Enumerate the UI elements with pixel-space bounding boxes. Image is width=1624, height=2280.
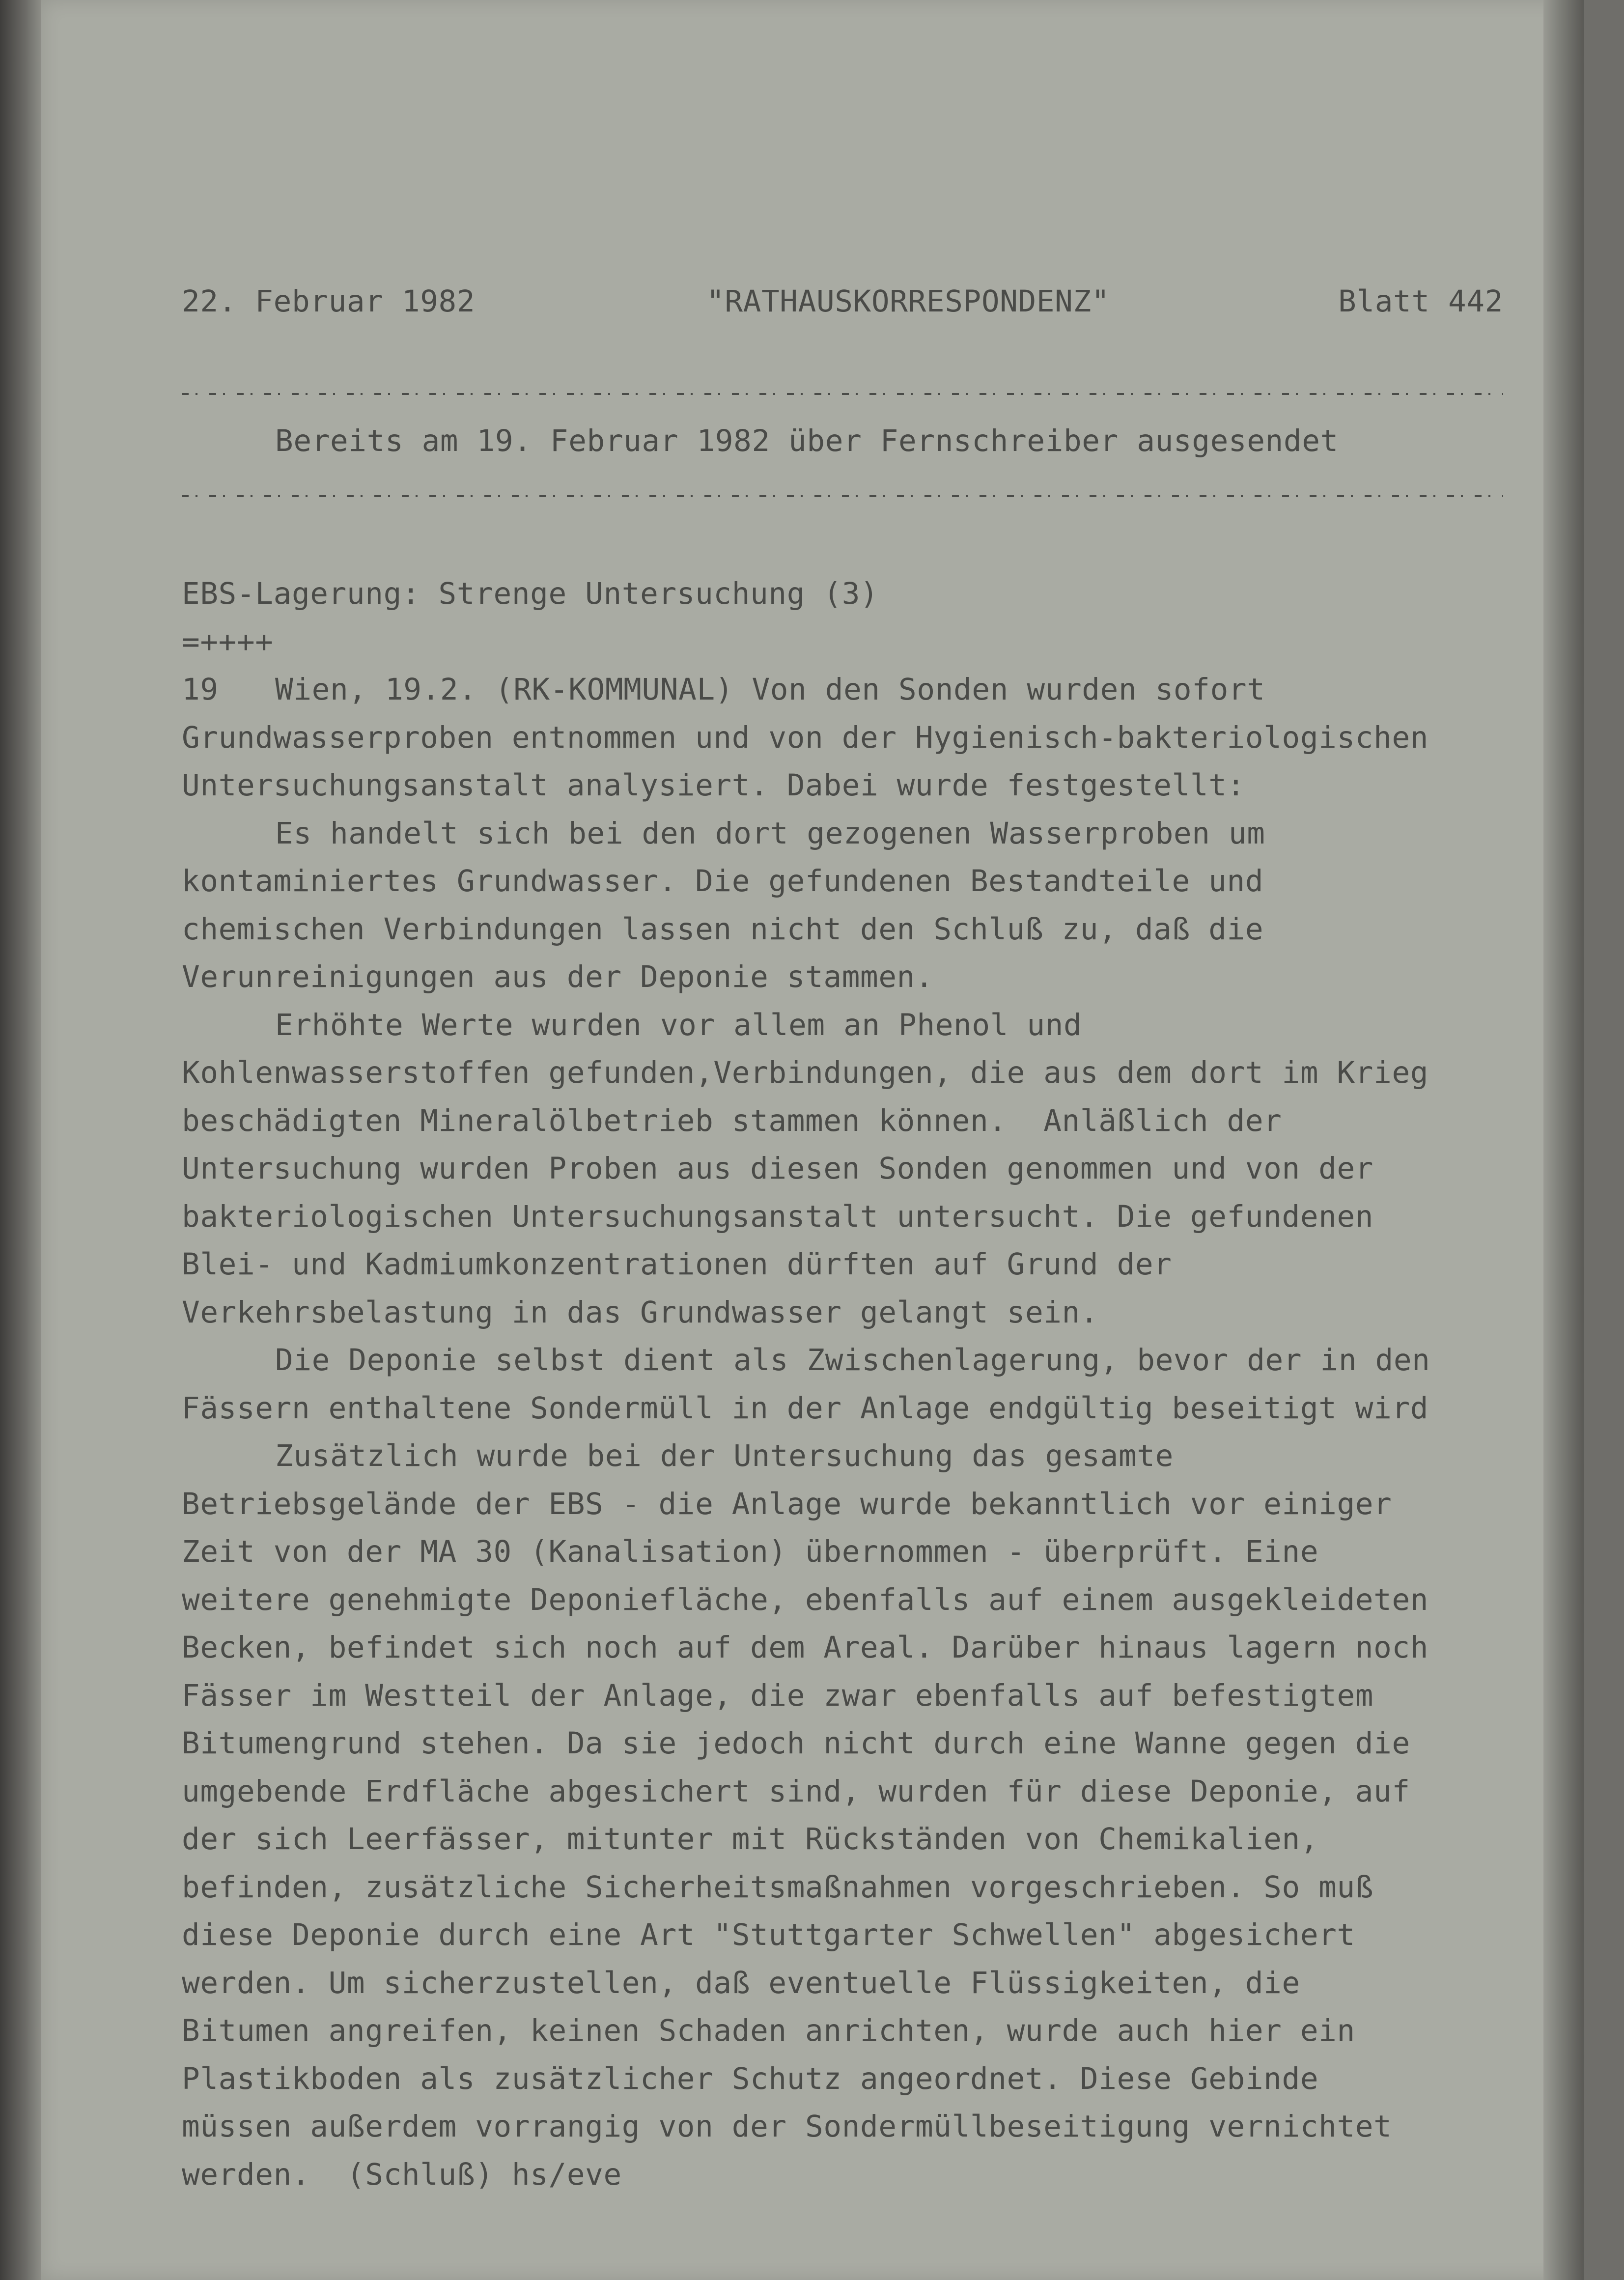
article-line: umgebende Erdfläche abgesichert sind, wurden für diese Deponie, auf	[182, 1773, 1410, 1809]
article-line-text: Wien, 19.2. (RK-KOMMUNAL) Von den Sonden wurden sofort	[275, 672, 1265, 707]
article-line: Fässern enthaltene Sondermüll in der Anlage endgültig beseitigt wird	[182, 1390, 1429, 1426]
article-line: der sich Leerfässer, mitunter mit Rückständen von Chemikalien,	[182, 1822, 1319, 1857]
article-line: Untersuchungsanstalt analysiert. Dabei wurde festgestellt:	[182, 768, 1245, 803]
article-line: Becken, befindet sich noch auf dem Areal. Darüber hinaus lagern noch	[182, 1630, 1429, 1665]
article-line: Zeit von der MA 30 (Kanalisation) übernommen - überprüft. Eine	[182, 1534, 1319, 1569]
book-binding	[0, 0, 41, 2280]
article-line: Die Deponie selbst dient als Zwischenlagerung, bevor der in den	[275, 1343, 1430, 1378]
article-line: chemischen Verbindungen lassen nicht den Schluß zu, daß die	[182, 911, 1264, 947]
article-line: Betriebsgelände der EBS - die Anlage wurde bekanntlich vor einiger	[182, 1486, 1392, 1521]
article-line: kontaminiertes Grundwasser. Die gefundenen Bestandteile und	[182, 864, 1264, 899]
article-line: beschädigten Mineralölbetrieb stammen können. Anläßlich der	[182, 1103, 1282, 1138]
article-line: befinden, zusätzliche Sicherheitsmaßnahmen vorgeschrieben. So muß	[182, 1869, 1374, 1905]
article-line: Untersuchung wurden Proben aus diesen Sonden genommen und von der	[182, 1151, 1374, 1186]
article-title: EBS-Lagerung: Strenge Untersuchung (3)	[182, 576, 879, 611]
article-marker: =++++	[182, 624, 274, 659]
article-line: Kohlenwasserstoffen gefunden,Verbindungen, die aus dem dort im Krieg	[182, 1055, 1429, 1090]
article-line	[182, 666, 1430, 714]
article-line: müssen außerdem vorrangig von der Sondermüllbeseitigung vernichtet	[182, 2109, 1392, 2144]
article-line: bakteriologischen Untersuchungsanstalt untersucht. Die gefundenen	[182, 1199, 1374, 1234]
dash-dot-rule-bottom	[182, 491, 1503, 501]
article-line: Zusätzlich wurde bei der Untersuchung das gesamte	[275, 1438, 1174, 1473]
header-publication: "RATHAUSKORRESPONDENZ"	[706, 284, 1110, 319]
article-line: Fässer im Westteil der Anlage, die zwar ebenfalls auf befestigtem	[182, 1678, 1374, 1713]
dash-dot-rule-top	[182, 389, 1503, 399]
article-line: Erhöhte Werte wurden vor allem an Phenol und	[275, 1007, 1082, 1042]
telex-notice: Bereits am 19. Februar 1982 über Fernschreiber ausgesendet	[275, 423, 1339, 458]
article-line: Blei- und Kadmiumkonzentrationen dürften auf Grund der	[182, 1247, 1172, 1282]
article-line: Verunreinigungen aus der Deponie stammen.	[182, 959, 934, 994]
article-line: Grundwasserproben entnommen und von der Hygienisch-bakteriologischen	[182, 720, 1429, 755]
article-line: werden. Um sicherzustellen, daß eventuelle Flüssigkeiten, die	[182, 1965, 1300, 2000]
page-edge	[1543, 0, 1584, 2280]
article-line: weitere genehmigte Deponiefläche, ebenfalls auf einem ausgekleideten	[182, 1582, 1429, 1617]
header-date: 22. Februar 1982	[182, 284, 476, 319]
article-body	[182, 570, 1430, 2198]
article-line: Es handelt sich bei den dort gezogenen Wasserproben um	[275, 816, 1265, 851]
article-line: diese Deponie durch eine Art "Stuttgarter Schwellen" abgesichert	[182, 1917, 1355, 1952]
article-line: Bitumengrund stehen. Da sie jedoch nicht durch eine Wanne gegen die	[182, 1726, 1410, 1761]
header-sheet-number: Blatt 442	[1338, 284, 1503, 319]
article-line: werden. (Schluß) hs/eve	[182, 2157, 622, 2192]
page-header	[182, 284, 1503, 323]
article-line: Verkehrsbelastung in das Grundwasser gelangt sein.	[182, 1295, 1099, 1330]
article-line: Bitumen angreifen, keinen Schaden anrichten, wurde auch hier ein	[182, 2013, 1355, 2048]
article-line: Plastikboden als zusätzlicher Schutz angeordnet. Diese Gebinde	[182, 2061, 1319, 2096]
article-number: 19	[182, 672, 219, 707]
